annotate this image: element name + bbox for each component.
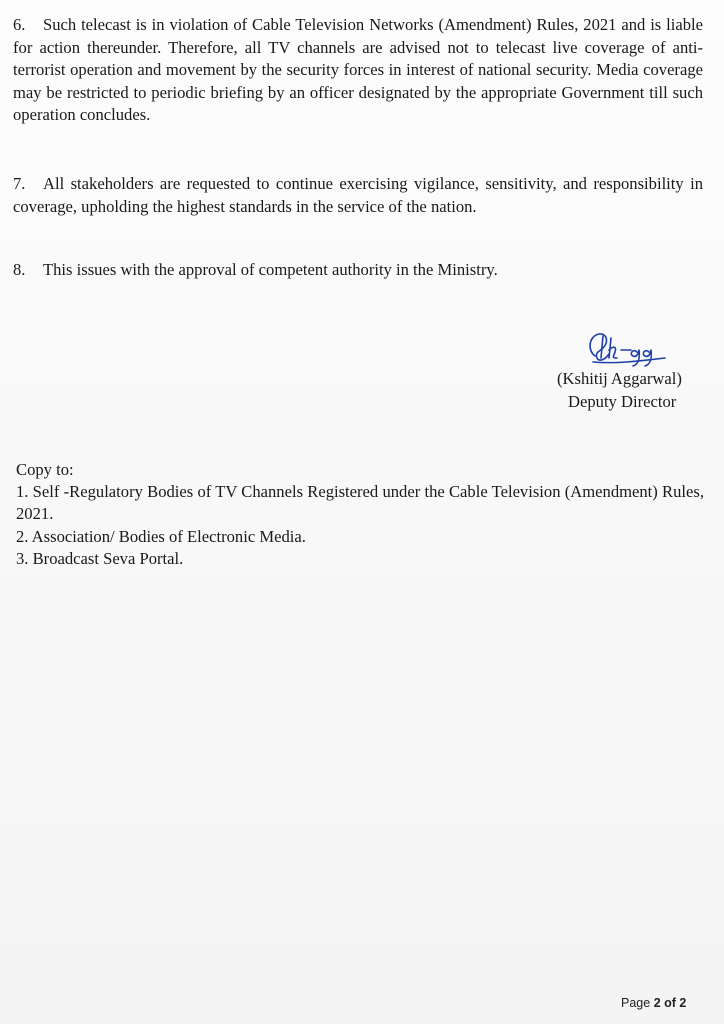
page-of-label: of bbox=[664, 996, 676, 1010]
copy-to-item: 3. Broadcast Seva Portal. bbox=[16, 548, 184, 568]
paragraph-8 bbox=[13, 259, 703, 282]
paragraph-6 bbox=[13, 14, 703, 127]
paragraph-number: 8. bbox=[13, 260, 26, 279]
copy-to-heading: Copy to: bbox=[16, 460, 74, 479]
paragraph-text: All stakeholders are requested to continue exercising vigilance, sensitivity, and responsibility in coverage, upholding the highest standards in the service of the nation. bbox=[13, 174, 703, 216]
copy-to-item: 1. Self -Regulatory Bodies of TV Channels Registered under the Cable Television (Amendment) Rules, 2021. bbox=[16, 482, 704, 524]
page-label: Page bbox=[621, 996, 651, 1010]
paragraph-text: Such telecast is in violation of Cable Television Networks (Amendment) Rules, 2021 and is liable for action thereunder. Therefore, all TV channels are advised not to telecast live coverage of anti-terrorist operation and movement by the security forces in interest of national security. Media coverage may be restricted to periodic briefing by an officer designated by the appropriate Government till such operation concludes. bbox=[13, 15, 703, 124]
page-number-footer bbox=[621, 996, 686, 1010]
paragraph-7 bbox=[13, 173, 703, 218]
signatory-designation: Deputy Director bbox=[568, 392, 677, 411]
total-pages: 2 bbox=[679, 996, 687, 1010]
copy-to-item: 2. Association/ Bodies of Electronic Media. bbox=[16, 526, 306, 546]
current-page: 2 bbox=[653, 996, 661, 1010]
paragraph-number: 6. bbox=[13, 15, 26, 34]
copy-to-section bbox=[16, 459, 704, 570]
signatory-name: (Kshitij Aggarwal) bbox=[557, 369, 682, 388]
handwritten-signature bbox=[585, 328, 675, 370]
paragraph-text: This issues with the approval of competent authority in the Ministry. bbox=[43, 260, 498, 279]
paragraph-number: 7. bbox=[13, 174, 26, 193]
